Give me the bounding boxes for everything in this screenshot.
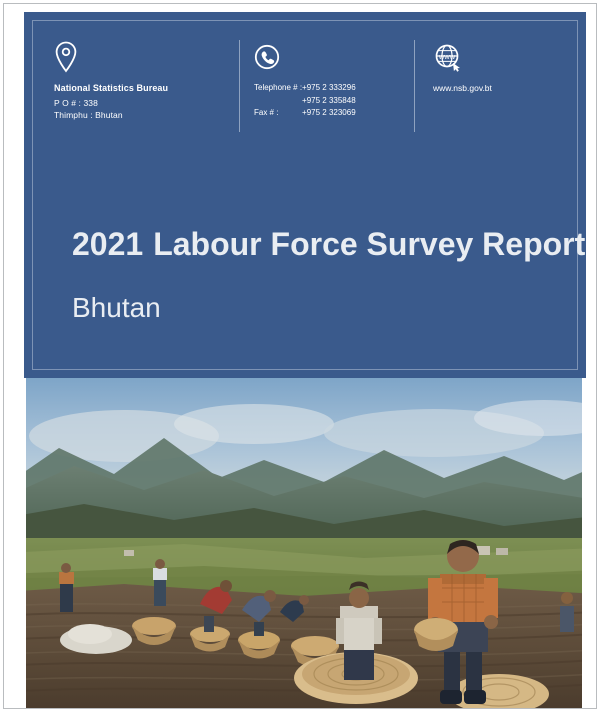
fax-number: +975 2 323069 (302, 108, 356, 117)
phone-label-empty (254, 95, 302, 108)
map-pin-icon (54, 40, 227, 74)
organization-po-box: P O # : 338 (54, 97, 98, 108)
www-globe-icon (433, 40, 554, 74)
photo-left-margin (4, 378, 26, 708)
photo-right-margin (582, 378, 596, 708)
website-block (414, 40, 554, 132)
title-block (72, 224, 586, 326)
organization-city: Thimphu : Bhutan (54, 110, 123, 120)
phone-block (239, 40, 414, 132)
table-row (254, 82, 356, 95)
fax-label: Fax # : (254, 108, 279, 117)
website-url: www.nsb.gov.bt (433, 83, 492, 93)
cover-header-panel (24, 12, 586, 378)
title-main: Labour Force Survey Report (153, 226, 586, 262)
table-row (254, 107, 356, 120)
contact-strip (54, 40, 554, 136)
svg-text:www: www (438, 52, 456, 61)
phone-icon (254, 40, 414, 74)
organization-name: National Statistics Bureau (54, 83, 169, 93)
page-title (72, 224, 586, 264)
phone-number-1: +975 2 333296 (302, 83, 356, 92)
phone-number-2: +975 2 335848 (302, 95, 356, 105)
phone-table (254, 82, 356, 120)
organization-lines (54, 82, 227, 122)
cover-photo (4, 378, 596, 708)
organization-block (54, 40, 239, 122)
page-subtitle: Bhutan (72, 292, 161, 323)
title-year: 2021 (72, 226, 144, 262)
table-row (254, 95, 356, 108)
phone-label: Telephone # : (254, 83, 303, 92)
